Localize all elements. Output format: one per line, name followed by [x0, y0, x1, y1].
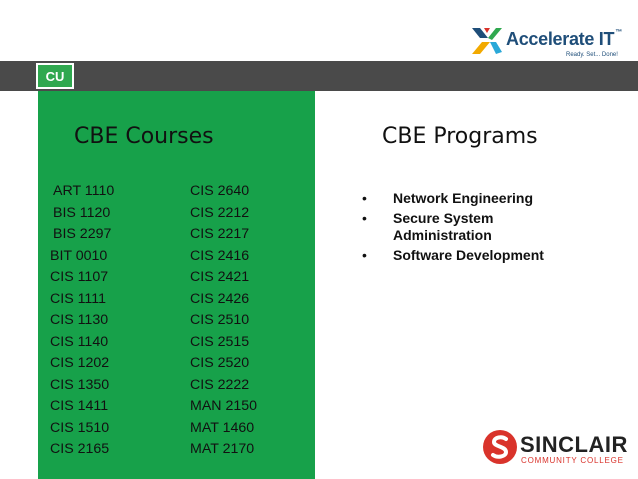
- course-item: CIS 1111: [50, 290, 106, 307]
- bullet: •: [362, 190, 367, 206]
- course-item: MAN 2150: [190, 398, 258, 414]
- sinclair-s-icon: [483, 430, 517, 464]
- course-item: MAT 1460: [190, 419, 255, 436]
- sinclair-subtitle: COMMUNITY COLLEGE: [521, 456, 624, 465]
- course-item: CIS 2640: [190, 183, 250, 199]
- course-item: CIS 1510: [50, 419, 110, 436]
- courses-title: CBE Courses: [74, 124, 214, 149]
- course-item: CIS 2165: [50, 441, 110, 457]
- program-label: Software Development: [393, 246, 544, 263]
- bullet: •: [362, 209, 367, 226]
- course-item: CIS 2416: [190, 247, 250, 264]
- program-item: [362, 247, 612, 265]
- courses-column-1: [50, 181, 114, 461]
- program-label: Secure System Administration: [393, 209, 494, 244]
- accelerate-wordmark: Accelerate IT™: [506, 29, 622, 49]
- program-item: [362, 210, 612, 245]
- course-item: BIT 0010: [50, 247, 108, 264]
- course-item: CIS 2426: [190, 290, 250, 307]
- course-item: MAT 2170: [190, 441, 255, 457]
- course-item: CIS 1202: [50, 355, 110, 371]
- sinclair-wordmark: SINCLAIR: [520, 432, 628, 457]
- course-item: BIS 1120: [53, 204, 111, 221]
- accelerate-it-logo: [468, 22, 622, 66]
- course-item: CIS 2510: [190, 312, 250, 328]
- course-item: CIS 2222: [190, 376, 250, 393]
- course-item: CIS 1107: [50, 269, 109, 285]
- header-band: [0, 61, 638, 91]
- programs-list: [362, 190, 612, 264]
- courses-column-2: [190, 181, 257, 461]
- course-item: CIS 2217: [190, 226, 250, 242]
- course-item: ART 1110: [53, 183, 115, 199]
- program-item: [362, 190, 612, 208]
- course-item: CIS 2520: [190, 355, 250, 371]
- accelerate-x-icon: [468, 22, 504, 58]
- course-item: CIS 1411: [50, 398, 109, 414]
- programs-title: CBE Programs: [382, 124, 538, 149]
- course-item: CIS 1350: [50, 376, 110, 393]
- course-item: CIS 1130: [50, 312, 109, 328]
- program-label: Network Engineering: [393, 190, 534, 206]
- bullet: •: [362, 246, 367, 263]
- sinclair-logo: [483, 430, 628, 470]
- course-item: CIS 1140: [50, 333, 109, 350]
- course-item: CIS 2212: [190, 204, 250, 221]
- accelerate-tagline: Ready. Set... Done!: [566, 52, 618, 58]
- course-item: BIS 2297: [53, 226, 112, 242]
- course-item: CIS 2421: [190, 269, 250, 285]
- course-item: CIS 2515: [190, 333, 250, 350]
- cu-badge: CU: [36, 63, 74, 89]
